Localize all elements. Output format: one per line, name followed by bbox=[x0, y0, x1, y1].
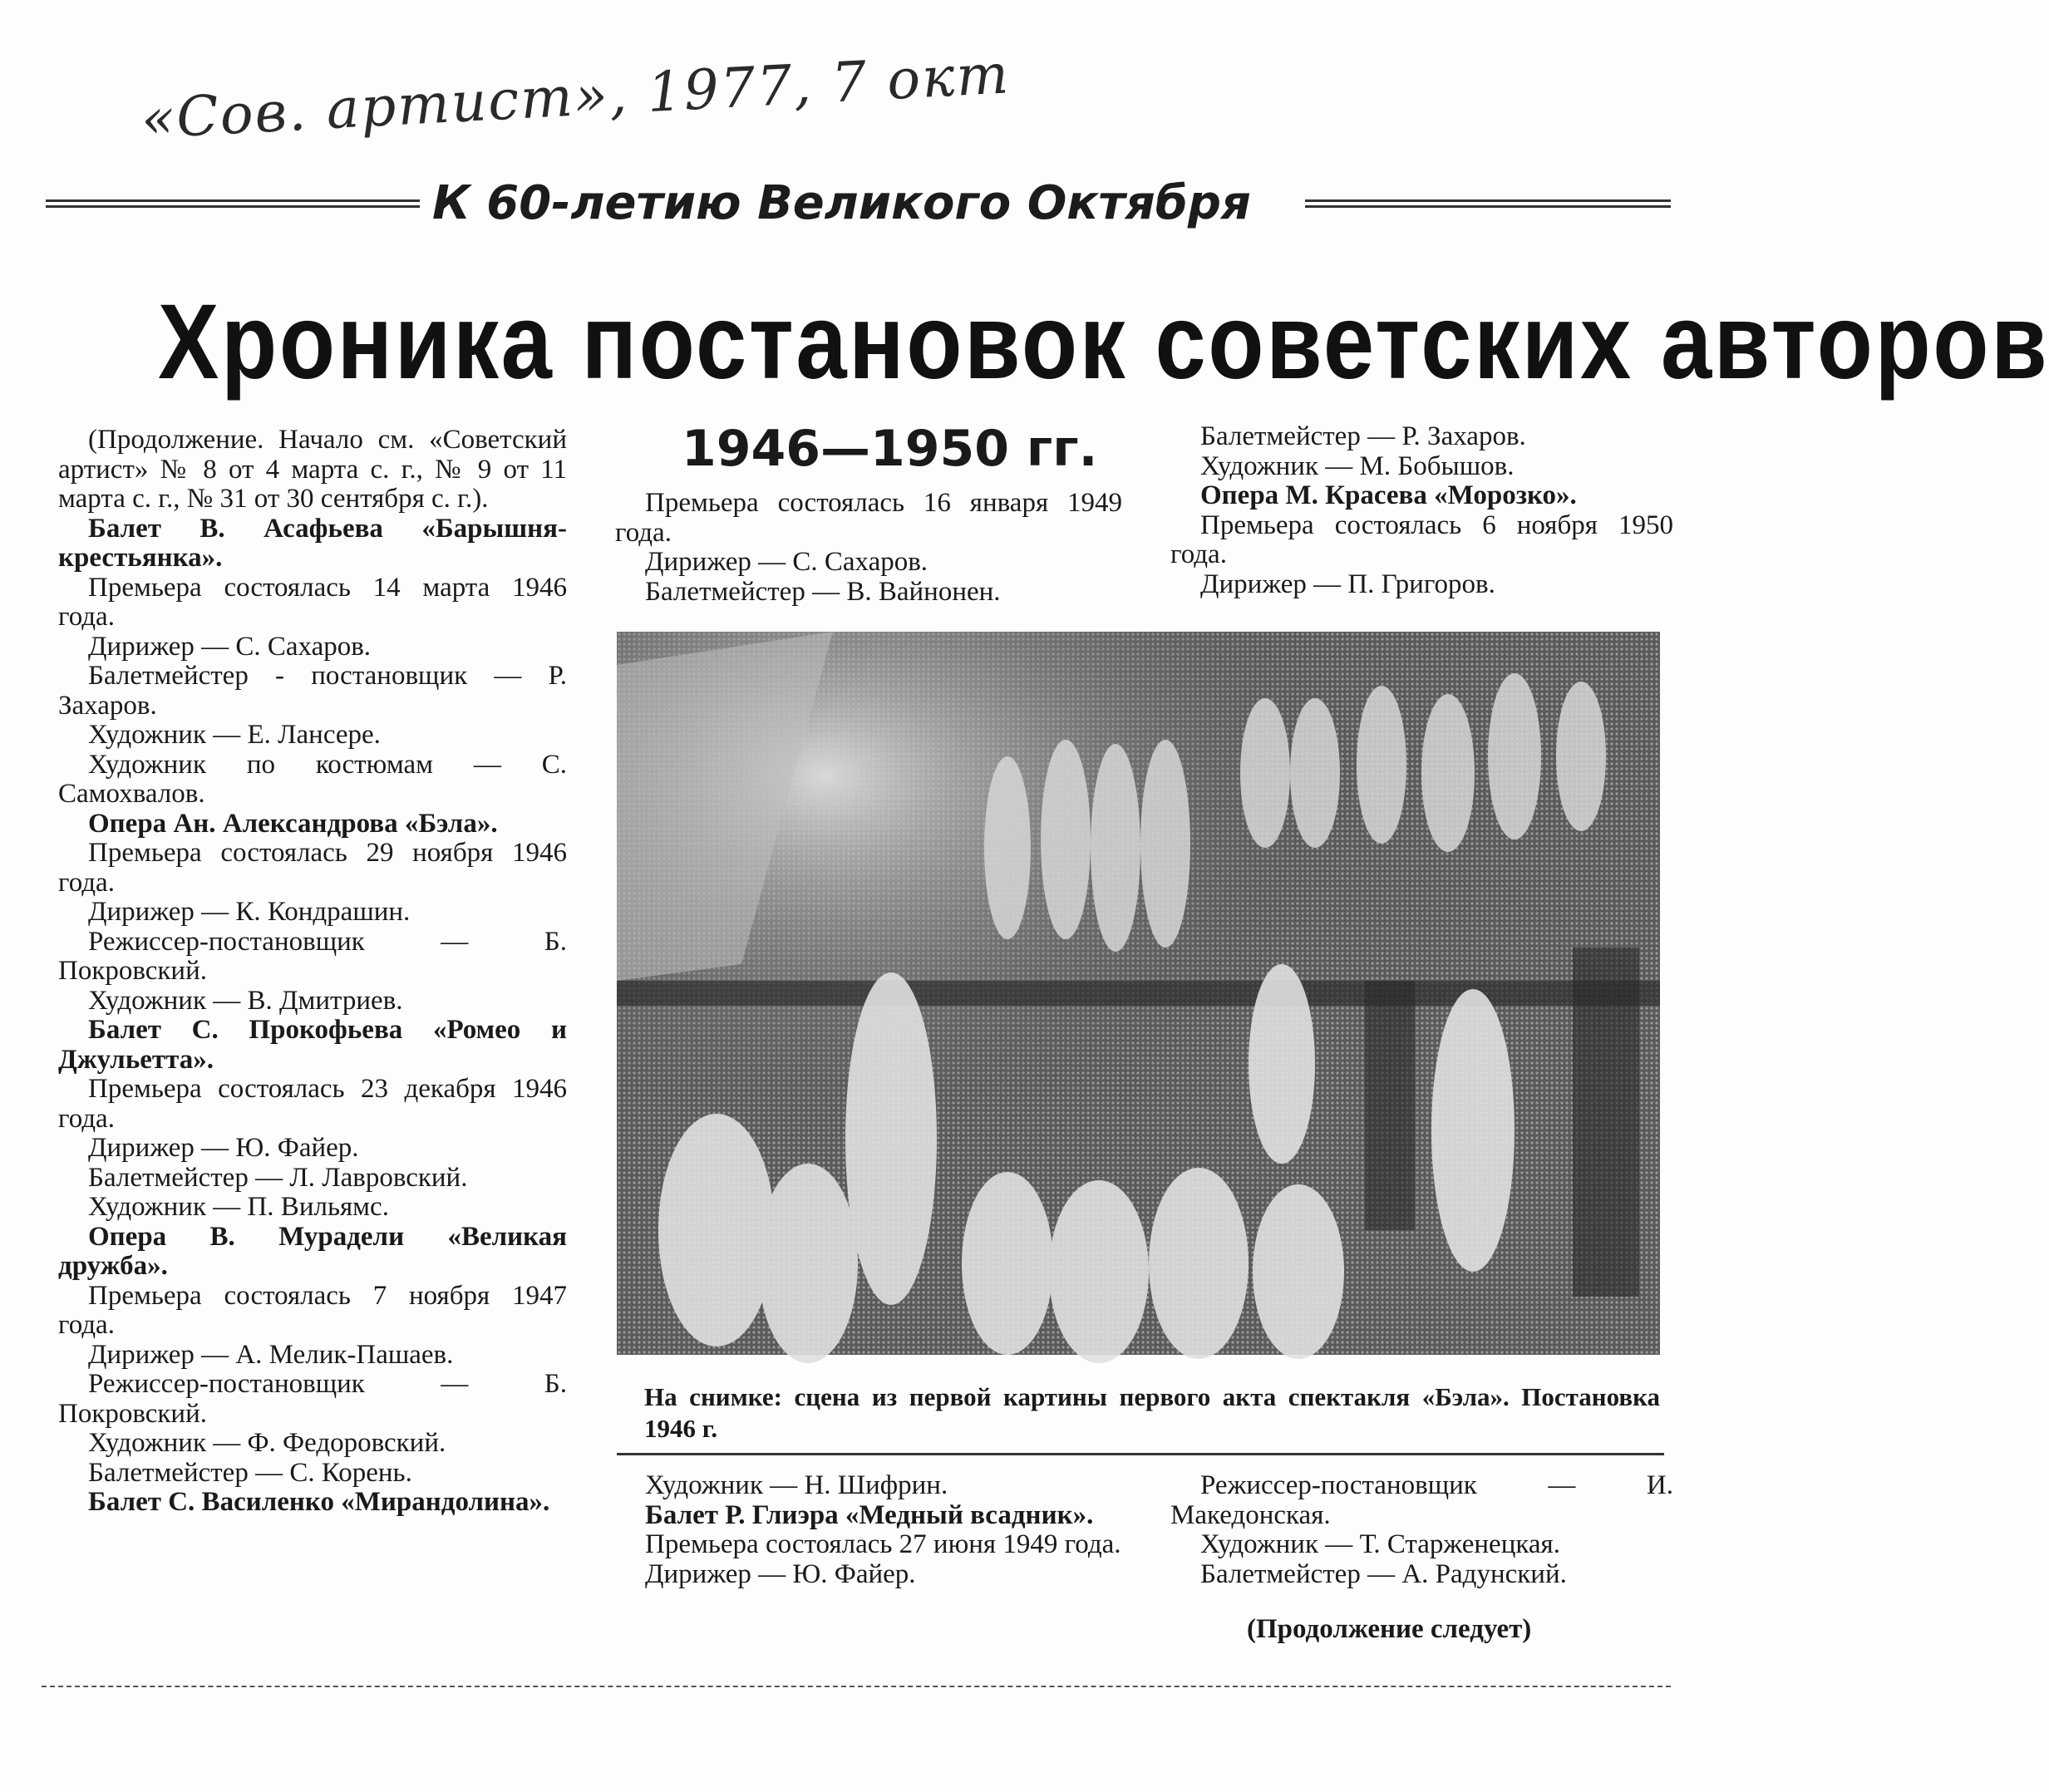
credit-line: Режиссер-постановщик — И. Македонская. bbox=[1170, 1470, 1673, 1530]
credit-line: Балетмейстер — Р. Захаров. bbox=[1200, 421, 1526, 451]
credit-line: Премьера состоялась 27 июня 1949 года. bbox=[645, 1529, 1121, 1559]
years-subheading: 1946—1950 гг. bbox=[682, 420, 1098, 478]
credit-line: Художник — В. Дмитриев. bbox=[88, 985, 403, 1016]
stage-photo-image bbox=[617, 632, 1660, 1355]
credit-line: Дирижер — А. Мелик-Пашаев. bbox=[88, 1339, 454, 1370]
credit-line: Премьера состоялась 23 декабря 1946 года. bbox=[58, 1074, 567, 1134]
credit-line: Балетмейстер — Л. Лавровский. bbox=[88, 1162, 468, 1193]
clipping-edge bbox=[42, 1686, 1671, 1687]
production-title: Балет В. Асафьева «Барышня-крестьянка». bbox=[58, 513, 567, 573]
credit-line: Дирижер — К. Кондрашин. bbox=[88, 897, 411, 927]
rubric-rule-right bbox=[1305, 199, 1671, 208]
handwritten-source-note: «Сов. артист», 1977, 7 окт bbox=[139, 42, 1012, 151]
rubric-title: К 60-летию Великого Октября bbox=[432, 176, 1251, 230]
credit-line: Дирижер — Ю. Файер. bbox=[645, 1558, 916, 1589]
article-headline: Хроника постановок советских авторов bbox=[158, 283, 2049, 401]
credit-line: Премьера состоялась 14 марта 1946 года. bbox=[58, 572, 567, 632]
credit-line: Художник — Т. Старженецкая. bbox=[1200, 1529, 1560, 1559]
column-2-bottom bbox=[615, 1471, 1122, 1589]
credit-line: Дирижер — С. Сахаров. bbox=[88, 631, 372, 662]
rubric-rule-left bbox=[46, 199, 420, 208]
credit-line: Балетмейстер — С. Корень. bbox=[88, 1457, 412, 1488]
credit-line: Художник — П. Вильямс. bbox=[88, 1192, 389, 1222]
credit-line: (Продолжение. Начало см. «Советский артист» № 8 от 4 марта с. г., № 9 от 11 марта с. г., № 31 от 30 сентября с. г.). bbox=[58, 425, 567, 514]
photo-caption: На снимке: сцена из первой картины первого акта спектакля «Бэла». Постановка 1946 г. bbox=[644, 1382, 1660, 1443]
credit-line: Балетмейстер - постановщик — Р. Захаров. bbox=[58, 661, 567, 721]
credit-line: Балетмейстер — А. Радунский. bbox=[1200, 1558, 1567, 1589]
production-title: Балет С. Прокофьева «Ромео и Джульетта». bbox=[58, 1015, 567, 1075]
credit-line: Режиссер-постановщик — Б. Покровский. bbox=[58, 1369, 567, 1429]
credit-line: Режиссер-постановщик — Б. Покровский. bbox=[58, 926, 567, 986]
production-title: Опера В. Мурадели «Великая дружба». bbox=[58, 1221, 567, 1281]
column-1 bbox=[58, 426, 567, 1518]
credit-line: Премьера состоялась 7 ноября 1947 года. bbox=[58, 1280, 567, 1340]
credit-line: Премьера состоялась 16 января 1949 года. bbox=[615, 488, 1122, 548]
production-title: Опера Ан. Александрова «Бэла». bbox=[88, 808, 498, 839]
credit-line: Премьера состоялась 6 ноября 1950 года. bbox=[1170, 510, 1673, 569]
credit-line: Дирижер — П. Григоров. bbox=[1200, 569, 1495, 599]
production-title: Балет С. Василенко «Мирандолина». bbox=[88, 1487, 550, 1517]
column-3-top bbox=[1170, 422, 1673, 599]
credit-line: Дирижер — Ю. Файер. bbox=[88, 1133, 359, 1163]
credit-line: Художник — М. Бобышов. bbox=[1200, 450, 1515, 481]
credit-line: Дирижер — С. Сахаров. bbox=[645, 547, 928, 577]
production-title: Опера М. Красева «Морозко». bbox=[1200, 480, 1577, 510]
continued-note: (Продолжение следует) bbox=[1247, 1614, 1532, 1644]
credit-line: Художник — Е. Лансере. bbox=[88, 720, 381, 750]
caption-divider bbox=[617, 1453, 1664, 1455]
column-2-top bbox=[615, 489, 1122, 607]
credit-line: Художник — Н. Шифрин. bbox=[645, 1470, 948, 1500]
credit-line: Художник по костюмам — С. Самохвалов. bbox=[58, 749, 567, 809]
credit-line: Премьера состоялась 29 ноября 1946 года. bbox=[58, 838, 567, 898]
production-title: Балет Р. Глиэра «Медный всадник». bbox=[645, 1499, 1094, 1530]
credit-line: Художник — Ф. Федоровский. bbox=[88, 1428, 446, 1458]
stage-photo bbox=[617, 632, 1660, 1355]
column-3-bottom bbox=[1170, 1471, 1673, 1589]
credit-line: Балетмейстер — В. Вайнонен. bbox=[645, 576, 1001, 607]
